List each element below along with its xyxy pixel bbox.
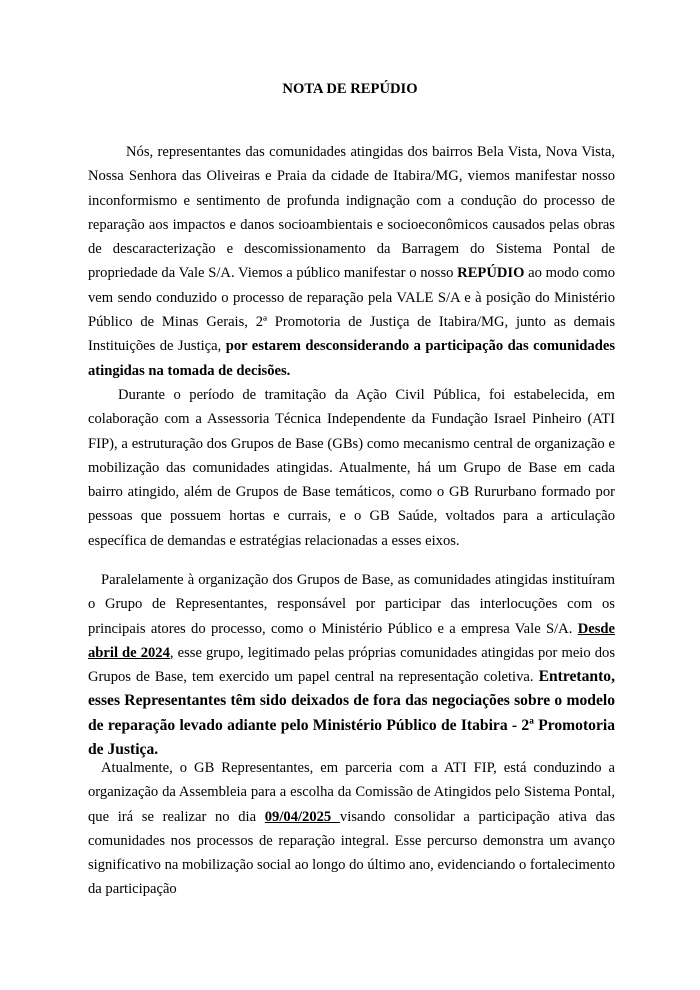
document-title: NOTA DE REPÚDIO [282,81,418,97]
paragraph-3 [88,568,615,762]
paragraph-4-date-highlight: 09/04/2025 [264,808,340,825]
paragraph-4 [88,756,615,902]
paragraph-1-text-a: Nós, representantes das comunidades atingidas dos bairros Bela Vista, Nova Vista, Nossa Senhora das Oliveiras e Praia da cidade de Itabira/MG, viemos manifestar nosso inconformismo e sentimento de profunda indignação com a condução do processo de reparação aos impactos e danos socioambientais e socioeconômicos causados pelas obras de descaracterização e descomissionamento da Barragem do Sistema Pontal de propriedade da Vale S/A. Viemos a público manifestar o nosso [88,144,615,282]
paragraph-4-text-b: visando consolidar a participação ativa das comunidades nos processos de reparação integral. Esse percurso demonstra um avanço significativo na mobilização social ao longo do último ano, evidenciando o fortalecimento da participação [88,808,615,898]
paragraph-3-text-a: Paralelamente à organização dos Grupos de Base, as comunidades atingidas instituíram o Grupo de Representantes, responsável por participar das interlocuções com os principais atores do processo, como o Ministério Público e a empresa Vale S/A. [88,572,615,637]
paragraph-3-date-highlight: Desde abril de 2024 [88,620,615,661]
paragraph-3-bold-statement: Entretanto, esses Representantes têm sido deixados de fora das negociações sobre o modelo de reparação levado adiante pelo Ministério Público de Itabira - 2ª Promotoria de Justiça. [88,668,615,759]
paragraph-3-text-b: , esse grupo, legitimado pelas próprias comunidades atingidas por meio dos Grupos de Base, tem exercido um papel central na representação coletiva. [88,644,615,686]
paragraph-1-bold-conclusion: por estarem desconsiderando a participação das comunidades atingidas na tomada de decisões. [88,338,615,379]
paragraph-1 [88,140,615,383]
paragraph-1-text-b: ao modo como vem sendo conduzido o processo de reparação pela VALE S/A e à posição do Ministério Público de Minas Gerais, 2ª Promotoria de Justiça de Itabira/MG, junto as demais Instituições de Justiça, [88,265,615,355]
paragraph-1-bold-repudio: REPÚDIO [457,265,525,282]
paragraph-2 [88,383,615,553]
paragraph-4-text-a: Atualmente, o GB Representantes, em parceria com a ATI FIP, está conduzindo a organização da Assembleia para a escolha da Comissão de Atingidos pelo Sistema Pontal, que irá se realizar no dia [88,760,615,825]
paragraph-2-text: Durante o período de tramitação da Ação Civil Pública, foi estabelecida, em colaboração com a Assessoria Técnica Independente da Fundação Israel Pinheiro (ATI FIP), a estruturação dos Grupos de Base (GBs) como mecanismo central de organização e mobilização das comunidades atingidas. Atualmente, há um Grupo de Base em cada bairro atingido, além de Grupos de Base temáticos, como o GB Rururbano formado por pessoas que possuem hortas e currais, e o GB Saúde, voltados para a articulação específica de demandas e estratégias relacionadas a esses eixos. [88,387,615,549]
